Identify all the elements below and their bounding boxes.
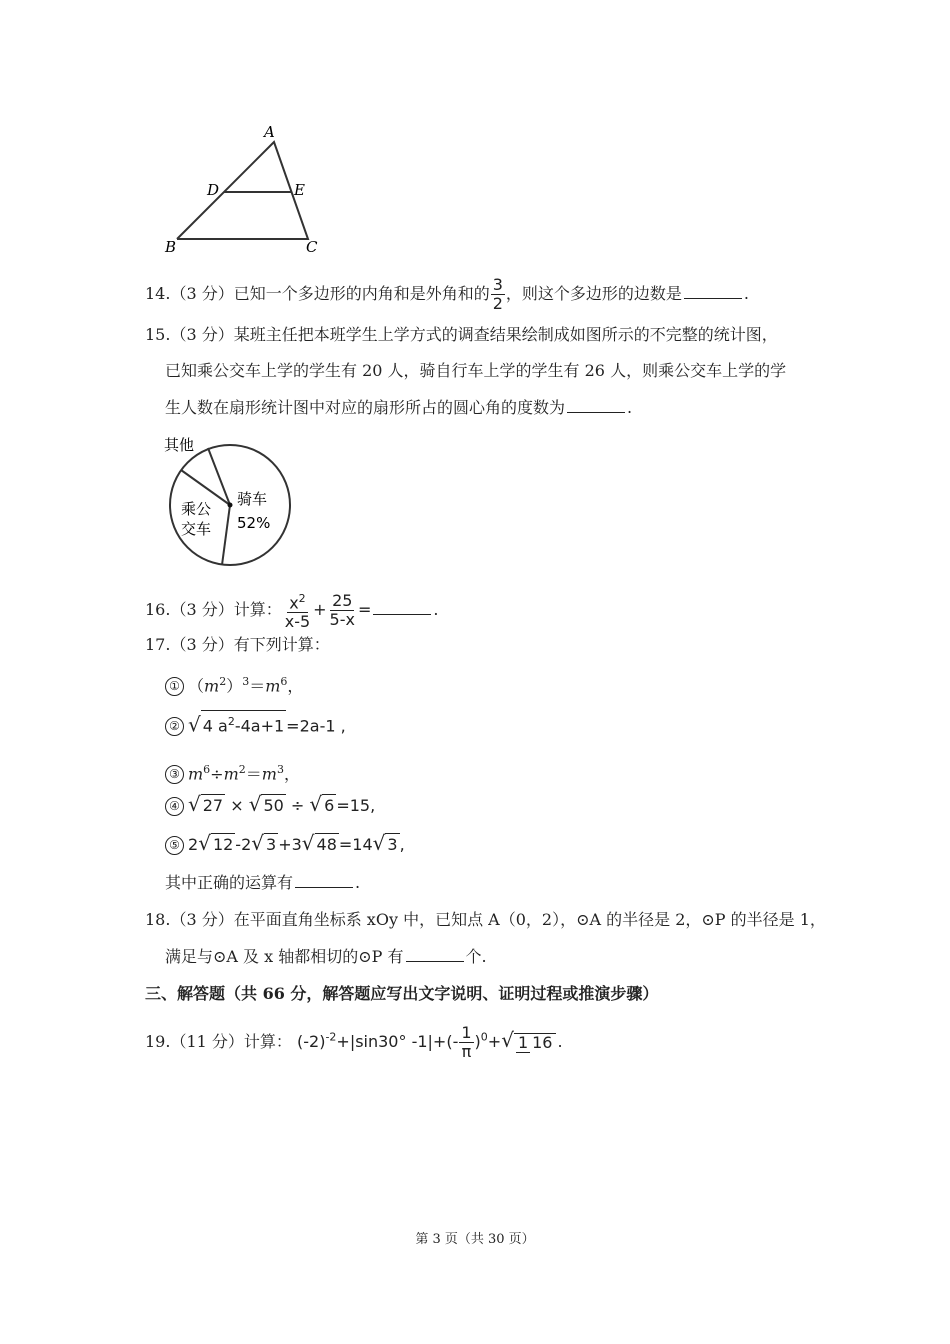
pie-label-bus-2: 交车 xyxy=(181,520,212,538)
page-footer: 第 3 页（共 30 页） xyxy=(415,1232,535,1247)
answer-blank[interactable] xyxy=(406,947,464,962)
q17-item-5: ⑤ 2√ 12 -2√ 3 +3√ 48 =14√ 3 , xyxy=(165,832,405,856)
label-B: B xyxy=(165,238,177,256)
pie-label-bus-1: 乘公 xyxy=(181,500,212,518)
question-15-line3: 生人数在扇形统计图中对应的扇形所占的圆心角的度数为 . xyxy=(165,398,633,417)
question-17-intro: 17.（3 分）有下列计算： xyxy=(145,635,330,654)
q19-expression: $(-2)^{-2}+|\sin 30^\circ$ -1|+(- $\frac{1}{\pi}$ )$^0$+√ 1 16 . xyxy=(297,1023,563,1061)
question-15-line1: 15.（3 分）某班主任把本班学生上学方式的调查结果绘制成如图所示的不完整的统计图， xyxy=(145,325,778,344)
label-E: E xyxy=(294,181,305,199)
answer-blank[interactable] xyxy=(684,284,742,299)
question-19: 19.（11 分）计算： $(-2)^{-2}+|\sin 30^\circ$ -1|+(- $\frac{1}{\pi}$ )$^0$+√ 1 16 . xyxy=(145,1023,563,1061)
label-C: C xyxy=(306,238,318,256)
q17-item-4: ④ √ 27 × √ 50 ÷ √ 6 =15, xyxy=(165,793,375,817)
pie-chart xyxy=(160,430,300,570)
q17-item-3: ③ $m^6\div m^2=m^3$， xyxy=(165,759,300,785)
answer-blank[interactable] xyxy=(373,600,431,615)
answer-blank[interactable] xyxy=(295,873,353,888)
triangle-figure xyxy=(160,120,330,260)
label-D: D xyxy=(207,181,220,199)
fraction-3-2: $\frac{3}{2}$ xyxy=(492,275,503,313)
section-3-heading: 三、解答题（共 66 分，解答题应写出文字说明、证明过程或推演步骤） xyxy=(145,984,659,1003)
label-A: A xyxy=(264,123,275,141)
pie-label-other: 其他 xyxy=(164,436,195,454)
q17-item-2: ② √ 4 $a^2-4a+1 =2a-1$ , xyxy=(165,710,346,737)
question-16: 16.（3 分）计算： $\frac{x^2}{x-5}$ + $\frac{25}{5-x}$ = . xyxy=(145,591,439,632)
pie-label-bike-pct: 52% xyxy=(237,514,271,532)
answer-blank[interactable] xyxy=(567,398,625,413)
fraction-x2-over-x-5: $\frac{x^2}{x-5}$ xyxy=(284,592,311,632)
fraction-25-over-5-x: $\frac{25}{5-x}$ xyxy=(329,591,355,630)
pie-label-bike: 骑车 xyxy=(237,490,268,508)
q17-conclusion: 其中正确的运算有 . xyxy=(165,873,361,892)
slice-boundary-bus-bike xyxy=(222,505,230,565)
question-18-line1: 18.（3 分）在平面直角坐标系 xOy 中，已知点 A（0，2），⊙A 的半径是 2，⊙P 的半径是 1， xyxy=(145,910,826,929)
question-18-line2: 满足与⊙A 及 x 轴都相切的⊙P 有 个. xyxy=(165,947,487,966)
question-15-line2: 已知乘公交车上学的学生有 20 人，骑自行车上学的学生有 26 人，则乘公交车上学的学 xyxy=(165,361,787,380)
q17-item-1: ① $(m^2)^3=m^6$， xyxy=(165,671,303,697)
question-14: 14.（3 分）已知一个多边形的内角和是外角和的 $\frac{3}{2}$ ，则这个多边形的边数是 . xyxy=(145,275,750,313)
pie-center xyxy=(228,503,233,508)
